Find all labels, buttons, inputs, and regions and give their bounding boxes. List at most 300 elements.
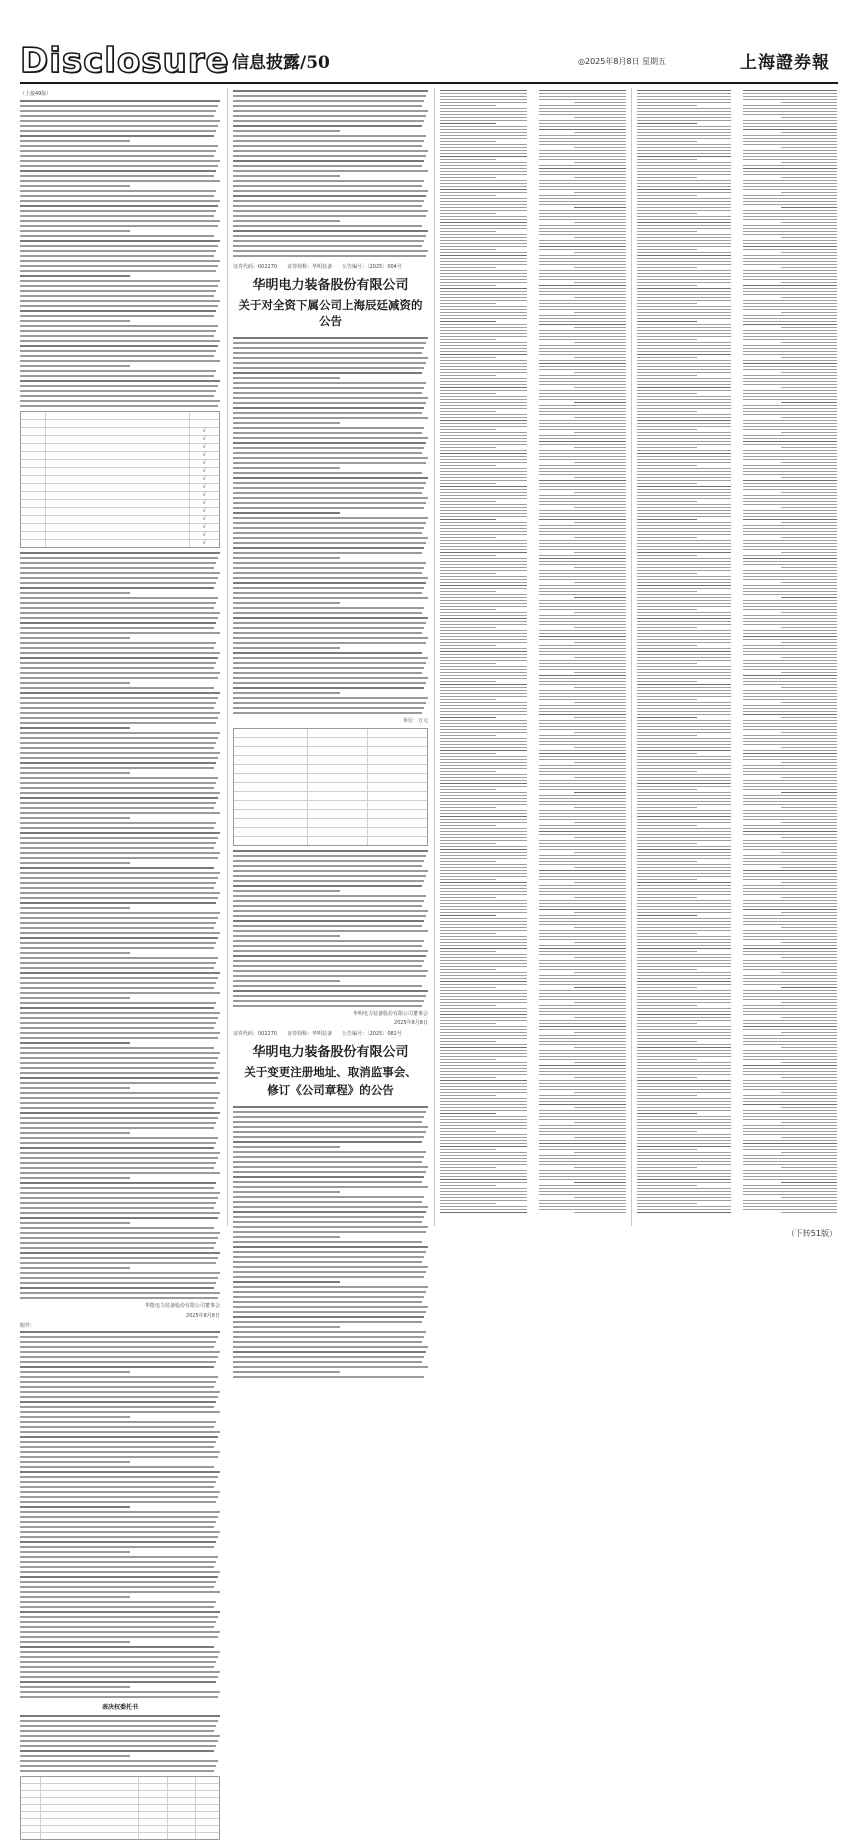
text-line [743, 150, 837, 151]
text-line [539, 225, 626, 226]
text-line [743, 948, 837, 949]
text-line [637, 414, 731, 415]
table-row [21, 492, 219, 500]
text-line [539, 510, 626, 511]
text-line [233, 1281, 340, 1283]
text-line [440, 768, 527, 769]
text-line [233, 1161, 422, 1163]
text-line [743, 1119, 837, 1120]
text-line [20, 1646, 214, 1648]
text-line [233, 537, 428, 539]
text-line [743, 1095, 837, 1096]
text-line [440, 399, 527, 400]
text-line [743, 1101, 837, 1102]
text-line [637, 105, 697, 106]
text-line [20, 1351, 220, 1353]
text-line [743, 1110, 837, 1111]
text-line [637, 603, 731, 604]
text-line [440, 465, 496, 466]
text-line [539, 360, 626, 361]
text-line [637, 1113, 697, 1114]
text-line [637, 474, 731, 475]
text-line [539, 798, 626, 799]
text-line [20, 1157, 218, 1159]
text-line [20, 922, 216, 924]
text-line [743, 570, 837, 571]
text-line [20, 592, 130, 594]
text-line [233, 422, 340, 424]
text-line [743, 1209, 837, 1210]
text-line [440, 90, 527, 91]
text-line [20, 1750, 214, 1752]
text-line [743, 870, 837, 871]
text-line [637, 1005, 697, 1006]
text-line [440, 1053, 527, 1054]
text-line [781, 522, 837, 523]
text-line [743, 630, 837, 631]
text-line [20, 1391, 220, 1393]
text-line [440, 843, 496, 844]
text-line [233, 597, 428, 599]
text-line [637, 858, 731, 859]
text-line [637, 126, 731, 127]
text-line [637, 1107, 731, 1108]
text-line [20, 1396, 218, 1398]
text-line [20, 1386, 214, 1388]
text-line [637, 303, 697, 304]
text-line [574, 102, 626, 103]
text-line [743, 846, 837, 847]
text-line [574, 1047, 626, 1048]
text-line [440, 111, 527, 112]
text-line [440, 189, 527, 190]
text-line [637, 786, 731, 787]
text-line [20, 1172, 220, 1174]
text-line [233, 582, 426, 584]
table-cell [234, 747, 308, 755]
text-line [233, 417, 428, 419]
text-line [539, 123, 626, 124]
text-line [637, 807, 697, 808]
text-line [233, 577, 428, 579]
text-line [539, 519, 626, 520]
text-line [440, 1038, 527, 1039]
text-line [20, 370, 216, 372]
text-line [440, 807, 496, 808]
text-line [539, 1020, 626, 1021]
table-cell [41, 1791, 139, 1797]
text-line [440, 969, 496, 970]
text-line [20, 305, 218, 307]
text-line [743, 648, 837, 649]
text-line [20, 140, 130, 142]
text-line [743, 1164, 837, 1165]
text-line [637, 453, 731, 454]
text-line [637, 1122, 731, 1123]
text-line [743, 438, 837, 439]
text-line [440, 516, 527, 517]
text-line [637, 837, 731, 838]
text-line [440, 639, 527, 640]
text-line [637, 528, 731, 529]
text-line [637, 711, 731, 712]
text-line [440, 459, 527, 460]
text-line [233, 895, 426, 897]
text-line [574, 222, 626, 223]
text-line [440, 555, 496, 556]
table-row [21, 1805, 219, 1812]
text-line [539, 900, 626, 901]
text-line [20, 1765, 216, 1767]
text-line [637, 135, 731, 136]
table-cell [46, 460, 190, 467]
text-line [637, 231, 697, 232]
text-line [20, 1656, 218, 1658]
text-line [440, 666, 527, 667]
text-line [440, 747, 527, 748]
text-line [20, 1561, 216, 1563]
table-cell: √ [202, 428, 206, 434]
text-line [539, 966, 626, 967]
text-line [440, 609, 496, 610]
text-line [781, 207, 837, 208]
text-line [20, 405, 218, 407]
text-line [233, 875, 426, 877]
text-line [233, 100, 424, 102]
text-line [781, 897, 837, 898]
text-line [539, 636, 626, 637]
text-line [440, 453, 527, 454]
table-cell [46, 508, 190, 515]
table-cell [368, 747, 427, 755]
text-line [743, 756, 837, 757]
text-line [440, 1146, 527, 1147]
text-line [539, 1101, 626, 1102]
text-line [743, 900, 837, 901]
text-line [20, 1516, 218, 1518]
text-line [20, 375, 214, 377]
text-line [539, 990, 626, 991]
table-cell [190, 420, 219, 427]
text-line [539, 846, 626, 847]
text-line [440, 576, 527, 577]
table-cell [368, 765, 427, 773]
text-line [440, 513, 527, 514]
text-line [743, 708, 837, 709]
table-cell [21, 1826, 41, 1832]
text-line [440, 702, 527, 703]
text-line [20, 772, 130, 774]
text-line [781, 267, 837, 268]
text-line [539, 1041, 626, 1042]
text-line [743, 780, 837, 781]
text-line [440, 867, 527, 868]
text-line [743, 744, 837, 745]
text-line [20, 1496, 218, 1498]
text-line [539, 606, 626, 607]
text-line [233, 472, 422, 474]
text-line [440, 510, 527, 511]
text-line [20, 335, 214, 337]
text-line [637, 675, 731, 676]
text-line [637, 888, 731, 889]
text-line [20, 280, 220, 282]
text-line [637, 381, 731, 382]
text-line [539, 816, 626, 817]
table-cell [46, 468, 190, 475]
text-line [539, 273, 626, 274]
text-line [20, 607, 214, 609]
text-line [637, 333, 731, 334]
text-line [637, 1176, 731, 1177]
table-cell [21, 1791, 41, 1797]
text-line [539, 711, 626, 712]
text-line [574, 822, 626, 823]
text-line [637, 174, 731, 175]
text-line [637, 909, 731, 910]
text-line [637, 258, 731, 259]
text-line [440, 546, 527, 547]
text-line [781, 627, 837, 628]
signature-date: 2025年8月8日 [185, 1313, 220, 1319]
table-row [21, 1777, 219, 1784]
text-line [637, 645, 697, 646]
text-line [743, 420, 837, 421]
text-line [637, 93, 731, 94]
text-line [440, 813, 527, 814]
text-line [539, 588, 626, 589]
text-line [20, 1401, 216, 1403]
text-line [743, 993, 837, 994]
text-line [20, 1272, 220, 1274]
text-line [539, 753, 626, 754]
text-line [539, 1053, 626, 1054]
text-line [637, 525, 731, 526]
text-line [539, 723, 626, 724]
text-line [440, 819, 527, 820]
text-line [233, 617, 428, 619]
text-line [539, 975, 626, 976]
text-line [637, 162, 731, 163]
table-row [234, 738, 427, 747]
text-line [440, 924, 527, 925]
text-line [539, 924, 626, 925]
text-line [440, 699, 496, 700]
text-line [233, 930, 428, 932]
table-cell: √ [202, 452, 206, 458]
text-line [539, 843, 626, 844]
text-line [637, 213, 697, 214]
table-cell [46, 524, 190, 531]
text-line [743, 855, 837, 856]
text-line [539, 930, 626, 931]
text-line [440, 102, 527, 103]
text-line [233, 150, 428, 152]
text-line [20, 1202, 216, 1204]
text-line [743, 330, 837, 331]
text-line [637, 903, 731, 904]
text-line [233, 235, 426, 237]
text-line [539, 1185, 626, 1186]
text-line [743, 1068, 837, 1069]
text-line [539, 498, 626, 499]
text-line [233, 367, 424, 369]
text-line [743, 1149, 837, 1150]
table-cell [196, 1819, 219, 1825]
text-line [743, 1071, 837, 1072]
text-line [539, 486, 626, 487]
text-line [574, 462, 626, 463]
text-line [637, 438, 731, 439]
text-line [440, 327, 527, 328]
text-line [637, 456, 731, 457]
text-line [539, 585, 626, 586]
text-line [637, 753, 697, 754]
text-line [233, 352, 422, 354]
text-line [440, 165, 527, 166]
text-line [743, 825, 837, 826]
text-line [743, 531, 837, 532]
text-line [440, 549, 527, 550]
text-line [637, 717, 697, 718]
text-line [440, 852, 527, 853]
text-line [539, 858, 626, 859]
table-cell [21, 444, 46, 451]
text-line [637, 1068, 731, 1069]
text-line [440, 366, 527, 367]
table-cell [46, 436, 190, 443]
text-line [743, 603, 837, 604]
text-line [637, 897, 697, 898]
text-line [637, 987, 697, 988]
text-line [440, 267, 496, 268]
text-line [440, 138, 527, 139]
text-line [440, 117, 527, 118]
text-line [440, 303, 496, 304]
announcement-company: 华明电力装备股份有限公司 [252, 1045, 409, 1060]
text-line [20, 1292, 220, 1294]
table-cell [168, 1812, 196, 1818]
text-line [781, 1197, 837, 1198]
text-line [440, 381, 527, 382]
text-line [440, 1119, 527, 1120]
text-line [440, 1170, 527, 1171]
text-line [539, 783, 626, 784]
text-line [637, 852, 731, 853]
text-line [440, 990, 527, 991]
text-line [781, 927, 837, 928]
text-line [637, 138, 731, 139]
text-line [233, 855, 426, 857]
text-line [233, 382, 426, 384]
text-line [637, 336, 731, 337]
table-cell [368, 738, 427, 746]
text-line [539, 333, 626, 334]
text-line [637, 672, 731, 673]
text-line [440, 1200, 527, 1201]
text-line [20, 597, 218, 599]
text-line [440, 930, 527, 931]
text-line [574, 342, 626, 343]
text-line [637, 1194, 731, 1195]
text-line [574, 432, 626, 433]
text-line [743, 960, 837, 961]
text-line [539, 150, 626, 151]
text-line [440, 483, 496, 484]
table-cell [368, 729, 427, 737]
table-cell [41, 1805, 139, 1811]
text-line [539, 939, 626, 940]
text-line [539, 738, 626, 739]
table-cell [139, 1798, 167, 1804]
text-line [233, 1301, 422, 1303]
table-cell [139, 1812, 167, 1818]
text-line [539, 138, 626, 139]
text-line [20, 1376, 218, 1378]
table-cell [368, 837, 427, 845]
text-line [574, 552, 626, 553]
table-row [21, 532, 219, 540]
voting-table [20, 1776, 220, 1840]
text-line [743, 588, 837, 589]
text-line [637, 273, 731, 274]
text-line [233, 990, 428, 992]
text-line [539, 384, 626, 385]
text-line [743, 585, 837, 586]
text-line [743, 273, 837, 274]
proposal-table [20, 411, 220, 548]
text-line [637, 150, 731, 151]
text-line [20, 155, 214, 157]
text-line [743, 843, 837, 844]
text-line [20, 1147, 214, 1149]
text-line [20, 1760, 218, 1762]
text-line [440, 831, 527, 832]
text-line [539, 483, 626, 484]
text-line [440, 1155, 527, 1156]
text-line [574, 582, 626, 583]
text-line [440, 543, 527, 544]
text-line [20, 1715, 220, 1717]
text-line [743, 348, 837, 349]
text-line [539, 405, 626, 406]
text-line [637, 972, 731, 973]
text-line [233, 492, 422, 494]
table-cell [21, 1784, 41, 1790]
text-line [20, 752, 220, 754]
body-text-block [20, 1715, 220, 1772]
text-line [539, 1089, 626, 1090]
text-line [539, 516, 626, 517]
text-line [20, 290, 216, 292]
text-line [637, 228, 731, 229]
text-line [20, 185, 130, 187]
text-line [743, 576, 837, 577]
text-line [637, 855, 731, 856]
table-cell [21, 500, 46, 507]
text-line [743, 465, 837, 466]
text-line [440, 876, 527, 877]
text-line [743, 231, 837, 232]
column-divider [434, 88, 435, 1226]
text-line [440, 1131, 496, 1132]
text-line [637, 276, 731, 277]
text-line [539, 135, 626, 136]
text-line [233, 1276, 424, 1278]
text-line [440, 918, 527, 919]
text-line [233, 407, 424, 409]
text-line [637, 1164, 731, 1165]
